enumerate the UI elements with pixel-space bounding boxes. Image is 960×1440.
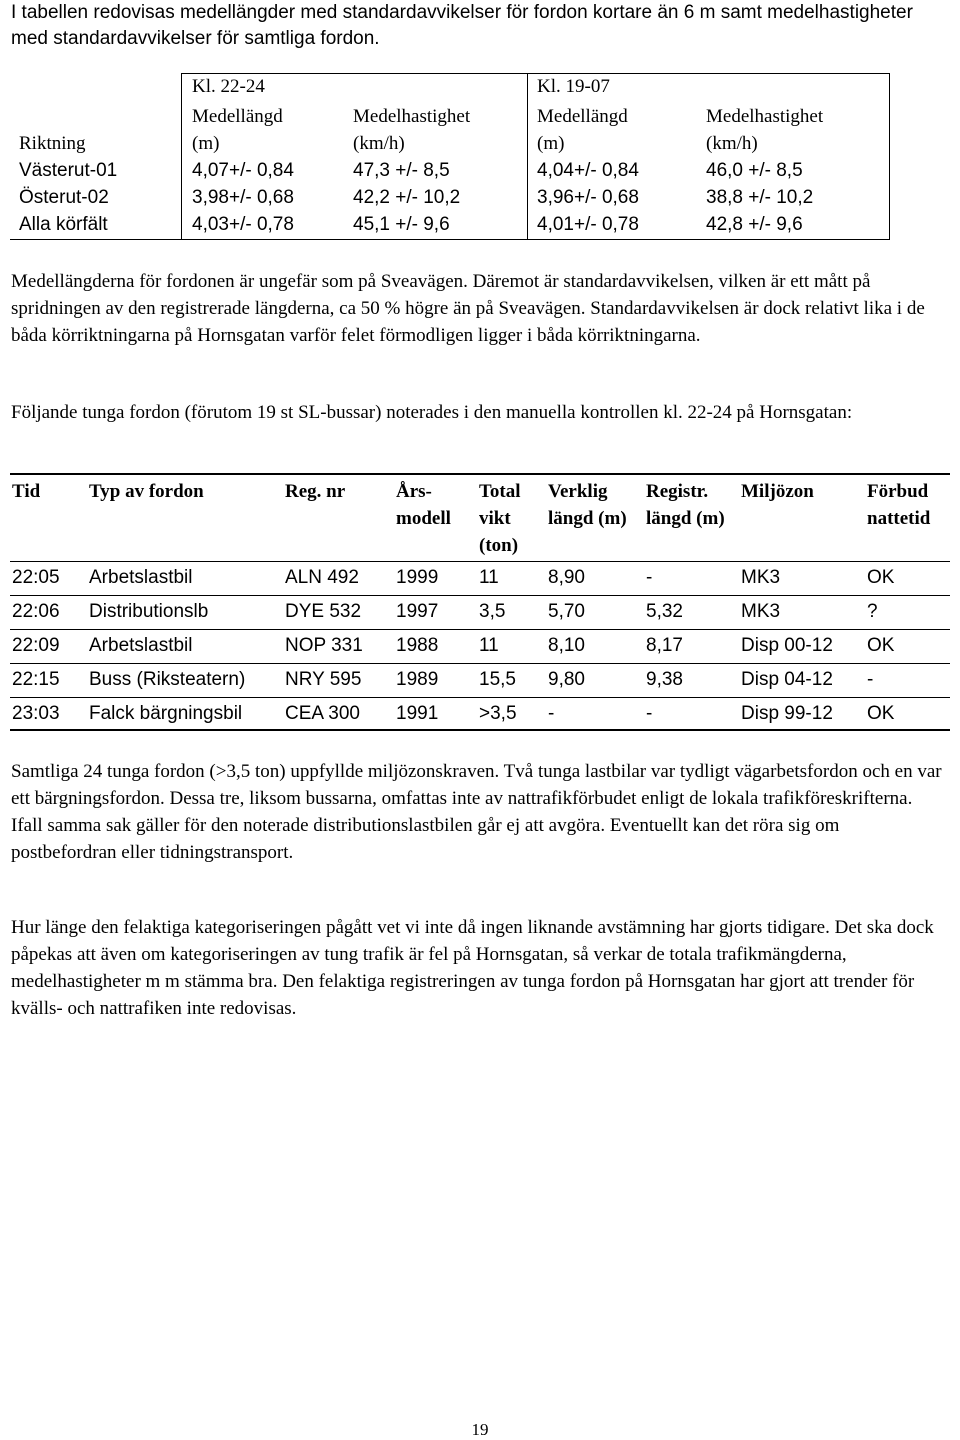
- medelhastighet-cell: 42,2 +/- 10,2: [353, 187, 461, 208]
- miljozon-cell: Disp 99-12: [741, 703, 833, 724]
- paragraph-tunga-fordon-intro: Följande tunga fordon (förutom 19 st SL-bussar) noterades i den manuella kontrollen kl. 22-24 på Hornsgatan:: [11, 402, 853, 423]
- tid-cell: 22:05: [12, 567, 60, 588]
- typ-cell: Falck bärgningsbil: [89, 703, 243, 724]
- col-header-medelhastighet: Medelhastighet: [353, 106, 471, 127]
- forbud-cell: OK: [867, 635, 895, 656]
- medellangd-cell: 3,96+/- 0,68: [537, 187, 639, 208]
- col-header-arsmodell: Års-modell: [396, 481, 451, 529]
- table-row: [10, 596, 950, 630]
- riktning-cell: Alla körfält: [19, 214, 108, 235]
- table-row: [10, 562, 950, 596]
- paragraph-kategorisering: Hur länge den felaktiga kategoriseringen pågått vet vi inte då ingen liknande avstämning har gjorts tidigare. Det ska dock påpekas att även om kategoriseringen av tung trafik är fel på Hornsgatan, så verkar de totala trafikmängderna, medelhastigheter m m stämma bra. Den felaktiga registreringen av tunga fordon på Hornsgatan har gjort att trender för kvälls- och nattrafiken inte redovisas.: [11, 917, 934, 1019]
- intro-text: I tabellen redovisas medellängder med standardavvikelser för fordon kortare än 6 m samt medelhastigheter med standardavvikelser för samtliga fordon.: [11, 2, 913, 49]
- col-header-medellangd-unit: (m): [192, 133, 220, 154]
- typ-cell: Arbetslastbil: [89, 635, 193, 656]
- table-divider: [10, 473, 950, 475]
- registr-langd-cell: 9,38: [646, 669, 683, 690]
- col-header-miljozon: Miljözon: [741, 481, 814, 502]
- reg-cell: ALN 492: [285, 567, 359, 588]
- vikt-cell: 11: [479, 567, 499, 588]
- paragraph-medellangder: Medellängderna för fordonen är ungefär som på Sveavägen. Däremot är standardavvikelsen, vilken är ett mått på spridningen av den registrerade längderna, ca 50 % högre än på Sveavägen. Standardavvikelsen är dock relativt lika i de båda körriktningarna på Hornsgatan varför felet förmodligen ligger i båda körriktningarna.: [11, 271, 925, 346]
- table-row: [10, 630, 950, 664]
- tid-cell: 22:15: [12, 669, 60, 690]
- col-header-total-vikt: Total vikt (ton): [479, 481, 521, 556]
- miljozon-cell: MK3: [741, 601, 781, 622]
- group-header-19-07: Kl. 19-07: [537, 76, 610, 97]
- arsmodell-cell: 1991: [396, 703, 439, 724]
- medelhastighet-cell: 45,1 +/- 9,6: [353, 214, 450, 235]
- reg-cell: CEA 300: [285, 703, 360, 724]
- col-header-reg: Reg. nr: [285, 481, 346, 502]
- riktning-cell: Västerut-01: [19, 160, 118, 181]
- col-header-medellangd: Medellängd: [537, 106, 628, 127]
- col-header-tid: Tid: [12, 481, 41, 502]
- medellangd-cell: 4,04+/- 0,84: [537, 160, 639, 181]
- paragraph-miljozon: Samtliga 24 tunga fordon (>3,5 ton) uppfyllde miljözonskraven. Två tunga lastbilar var tydligt vägarbetsfordon och en var ett bärgningsfordon. Dessa tre, liksom bussarna, omfattas inte av nattrafikförbudet enligt de lokala trafikföreskrifterna. Ifall samma sak gäller för den noterade distributionslastbilen går ej att avgöra. Eventuellt kan det röra sig om postbefordran eller tidningstransport.: [11, 761, 942, 863]
- miljozon-cell: Disp 00-12: [741, 635, 833, 656]
- arsmodell-cell: 1999: [396, 567, 439, 588]
- col-header-medellangd: Medellängd: [192, 106, 283, 127]
- col-header-medelhastighet-unit: (km/h): [706, 133, 758, 154]
- forbud-cell: -: [867, 669, 874, 690]
- miljozon-cell: MK3: [741, 567, 781, 588]
- arsmodell-cell: 1997: [396, 601, 439, 622]
- reg-cell: NRY 595: [285, 669, 362, 690]
- arsmodell-cell: 1988: [396, 635, 439, 656]
- reg-cell: NOP 331: [285, 635, 363, 656]
- typ-cell: Arbetslastbil: [89, 567, 193, 588]
- medelhastighet-cell: 47,3 +/- 8,5: [353, 160, 450, 181]
- verklig-langd-cell: 8,10: [548, 635, 585, 656]
- medelhastighet-cell: 46,0 +/- 8,5: [706, 160, 803, 181]
- group-header-22-24: Kl. 22-24: [192, 76, 265, 97]
- medelhastighet-cell: 42,8 +/- 9,6: [706, 214, 803, 235]
- heavy-vehicles-table: [10, 473, 950, 751]
- medellangd-cell: 3,98+/- 0,68: [192, 187, 294, 208]
- medellangd-cell: 4,03+/- 0,78: [192, 214, 294, 235]
- riktning-cell: Österut-02: [19, 187, 109, 208]
- medelhastighet-cell: 38,8 +/- 10,2: [706, 187, 814, 208]
- page-number: 19: [471, 1420, 489, 1439]
- verklig-langd-cell: 5,70: [548, 601, 585, 622]
- verklig-langd-cell: 8,90: [548, 567, 585, 588]
- speed-length-table: [10, 73, 890, 240]
- verklig-langd-cell: -: [548, 703, 555, 724]
- vikt-cell: >3,5: [479, 703, 517, 724]
- col-header-verklig-langd: Verklig längd (m): [548, 481, 627, 529]
- tid-cell: 23:03: [12, 703, 60, 724]
- col-header-medellangd-unit: (m): [537, 133, 565, 154]
- col-header-riktning: Riktning: [19, 133, 86, 154]
- table-divider: [527, 73, 528, 240]
- col-header-medelhastighet-unit: (km/h): [353, 133, 405, 154]
- forbud-cell: OK: [867, 567, 895, 588]
- table-divider: [181, 73, 182, 240]
- forbud-cell: ?: [867, 601, 878, 622]
- table-row: [10, 698, 950, 732]
- vikt-cell: 11: [479, 635, 499, 656]
- table-divider: [181, 73, 890, 74]
- vikt-cell: 15,5: [479, 669, 516, 690]
- registr-langd-cell: 8,17: [646, 635, 683, 656]
- tid-cell: 22:09: [12, 635, 60, 656]
- typ-cell: Buss (Riksteatern): [89, 669, 246, 690]
- medellangd-cell: 4,01+/- 0,78: [537, 214, 639, 235]
- typ-cell: Distributionslb: [89, 601, 209, 622]
- col-header-typ: Typ av fordon: [89, 481, 204, 502]
- reg-cell: DYE 532: [285, 601, 362, 622]
- col-header-forbud: Förbud nattetid: [867, 481, 931, 529]
- verklig-langd-cell: 9,80: [548, 669, 585, 690]
- col-header-medelhastighet: Medelhastighet: [706, 106, 824, 127]
- forbud-cell: OK: [867, 703, 895, 724]
- table-row: [10, 664, 950, 698]
- tid-cell: 22:06: [12, 601, 60, 622]
- medellangd-cell: 4,07+/- 0,84: [192, 160, 294, 181]
- vikt-cell: 3,5: [479, 601, 506, 622]
- table-divider: [889, 73, 890, 240]
- table-divider: [10, 239, 890, 240]
- registr-langd-cell: -: [646, 567, 653, 588]
- table-divider: [10, 729, 950, 731]
- registr-langd-cell: -: [646, 703, 653, 724]
- col-header-registr-langd: Registr. längd (m): [646, 481, 725, 529]
- miljozon-cell: Disp 04-12: [741, 669, 833, 690]
- registr-langd-cell: 5,32: [646, 601, 683, 622]
- arsmodell-cell: 1989: [396, 669, 439, 690]
